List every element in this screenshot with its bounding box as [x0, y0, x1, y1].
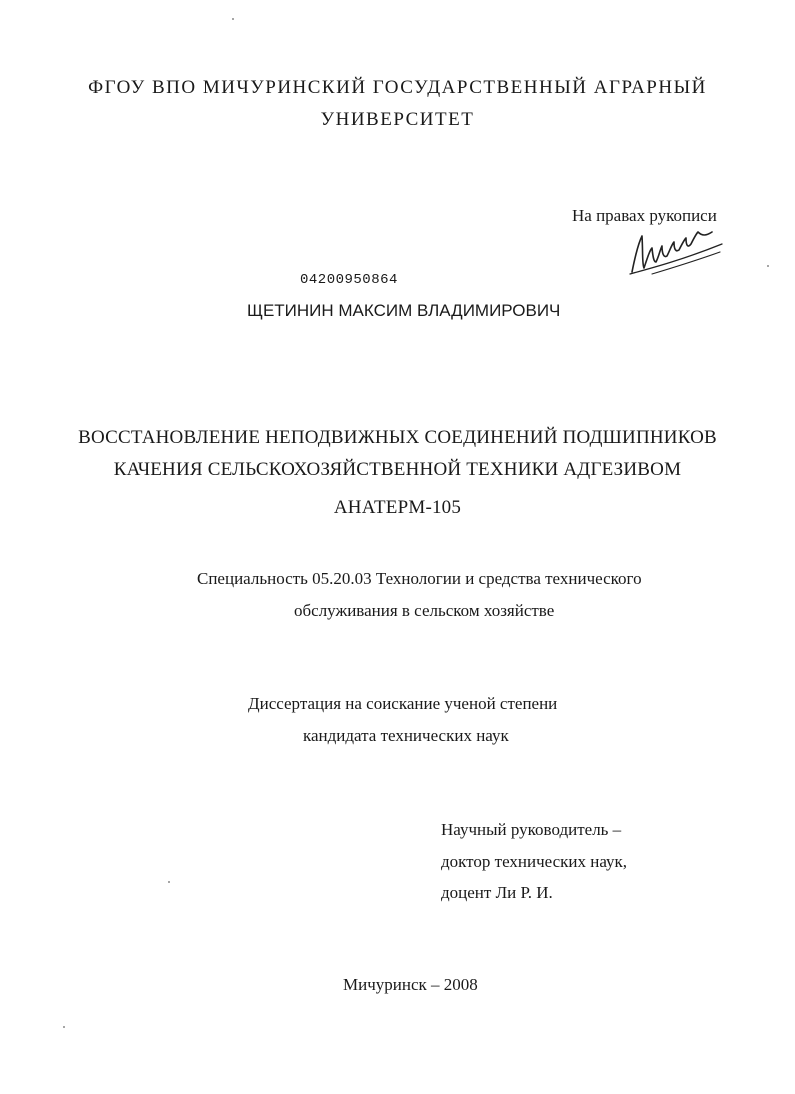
thesis-title-line1: ВОССТАНОВЛЕНИЕ НЕПОДВИЖНЫХ СОЕДИНЕНИЙ ПОДШИПНИКОВ [78, 427, 717, 448]
scan-speck [232, 18, 234, 20]
specialty-line2: обслуживания в сельском хозяйстве [294, 601, 555, 620]
specialty-line1: Специальность 05.20.03 Технологии и средства технического [197, 569, 642, 588]
supervisor-line1: Научный руководитель – [441, 820, 622, 839]
degree-line1: Диссертация на соискание ученой степени [248, 694, 558, 713]
institution-name-line2: УНИВЕРСИТЕТ [320, 109, 475, 130]
city-year: Мичуринск – 2008 [343, 975, 478, 994]
scan-speck [63, 1026, 65, 1028]
catalog-number: 04200950864 [300, 272, 398, 288]
scan-speck [767, 265, 769, 267]
scan-speck [168, 881, 170, 883]
signature-icon [622, 222, 732, 282]
thesis-title-line2: КАЧЕНИЯ СЕЛЬСКОХОЗЯЙСТВЕННОЙ ТЕХНИКИ АДГЕЗИВОМ [113, 459, 682, 480]
institution-name-line1: ФГОУ ВПО МИЧУРИНСКИЙ ГОСУДАРСТВЕННЫЙ АГРАРНЫЙ [88, 77, 707, 98]
degree-line2: кандидата технических наук [303, 726, 509, 745]
author-name: ЩЕТИНИН МАКСИМ ВЛАДИМИРОВИЧ [247, 301, 561, 320]
manuscript-note: На правах рукописи [572, 206, 717, 225]
supervisor-line2: доктор технических наук, [441, 852, 628, 871]
thesis-title-line3: АНАТЕРМ-105 [333, 497, 462, 518]
supervisor-line3: доцент Ли Р. И. [441, 883, 553, 902]
